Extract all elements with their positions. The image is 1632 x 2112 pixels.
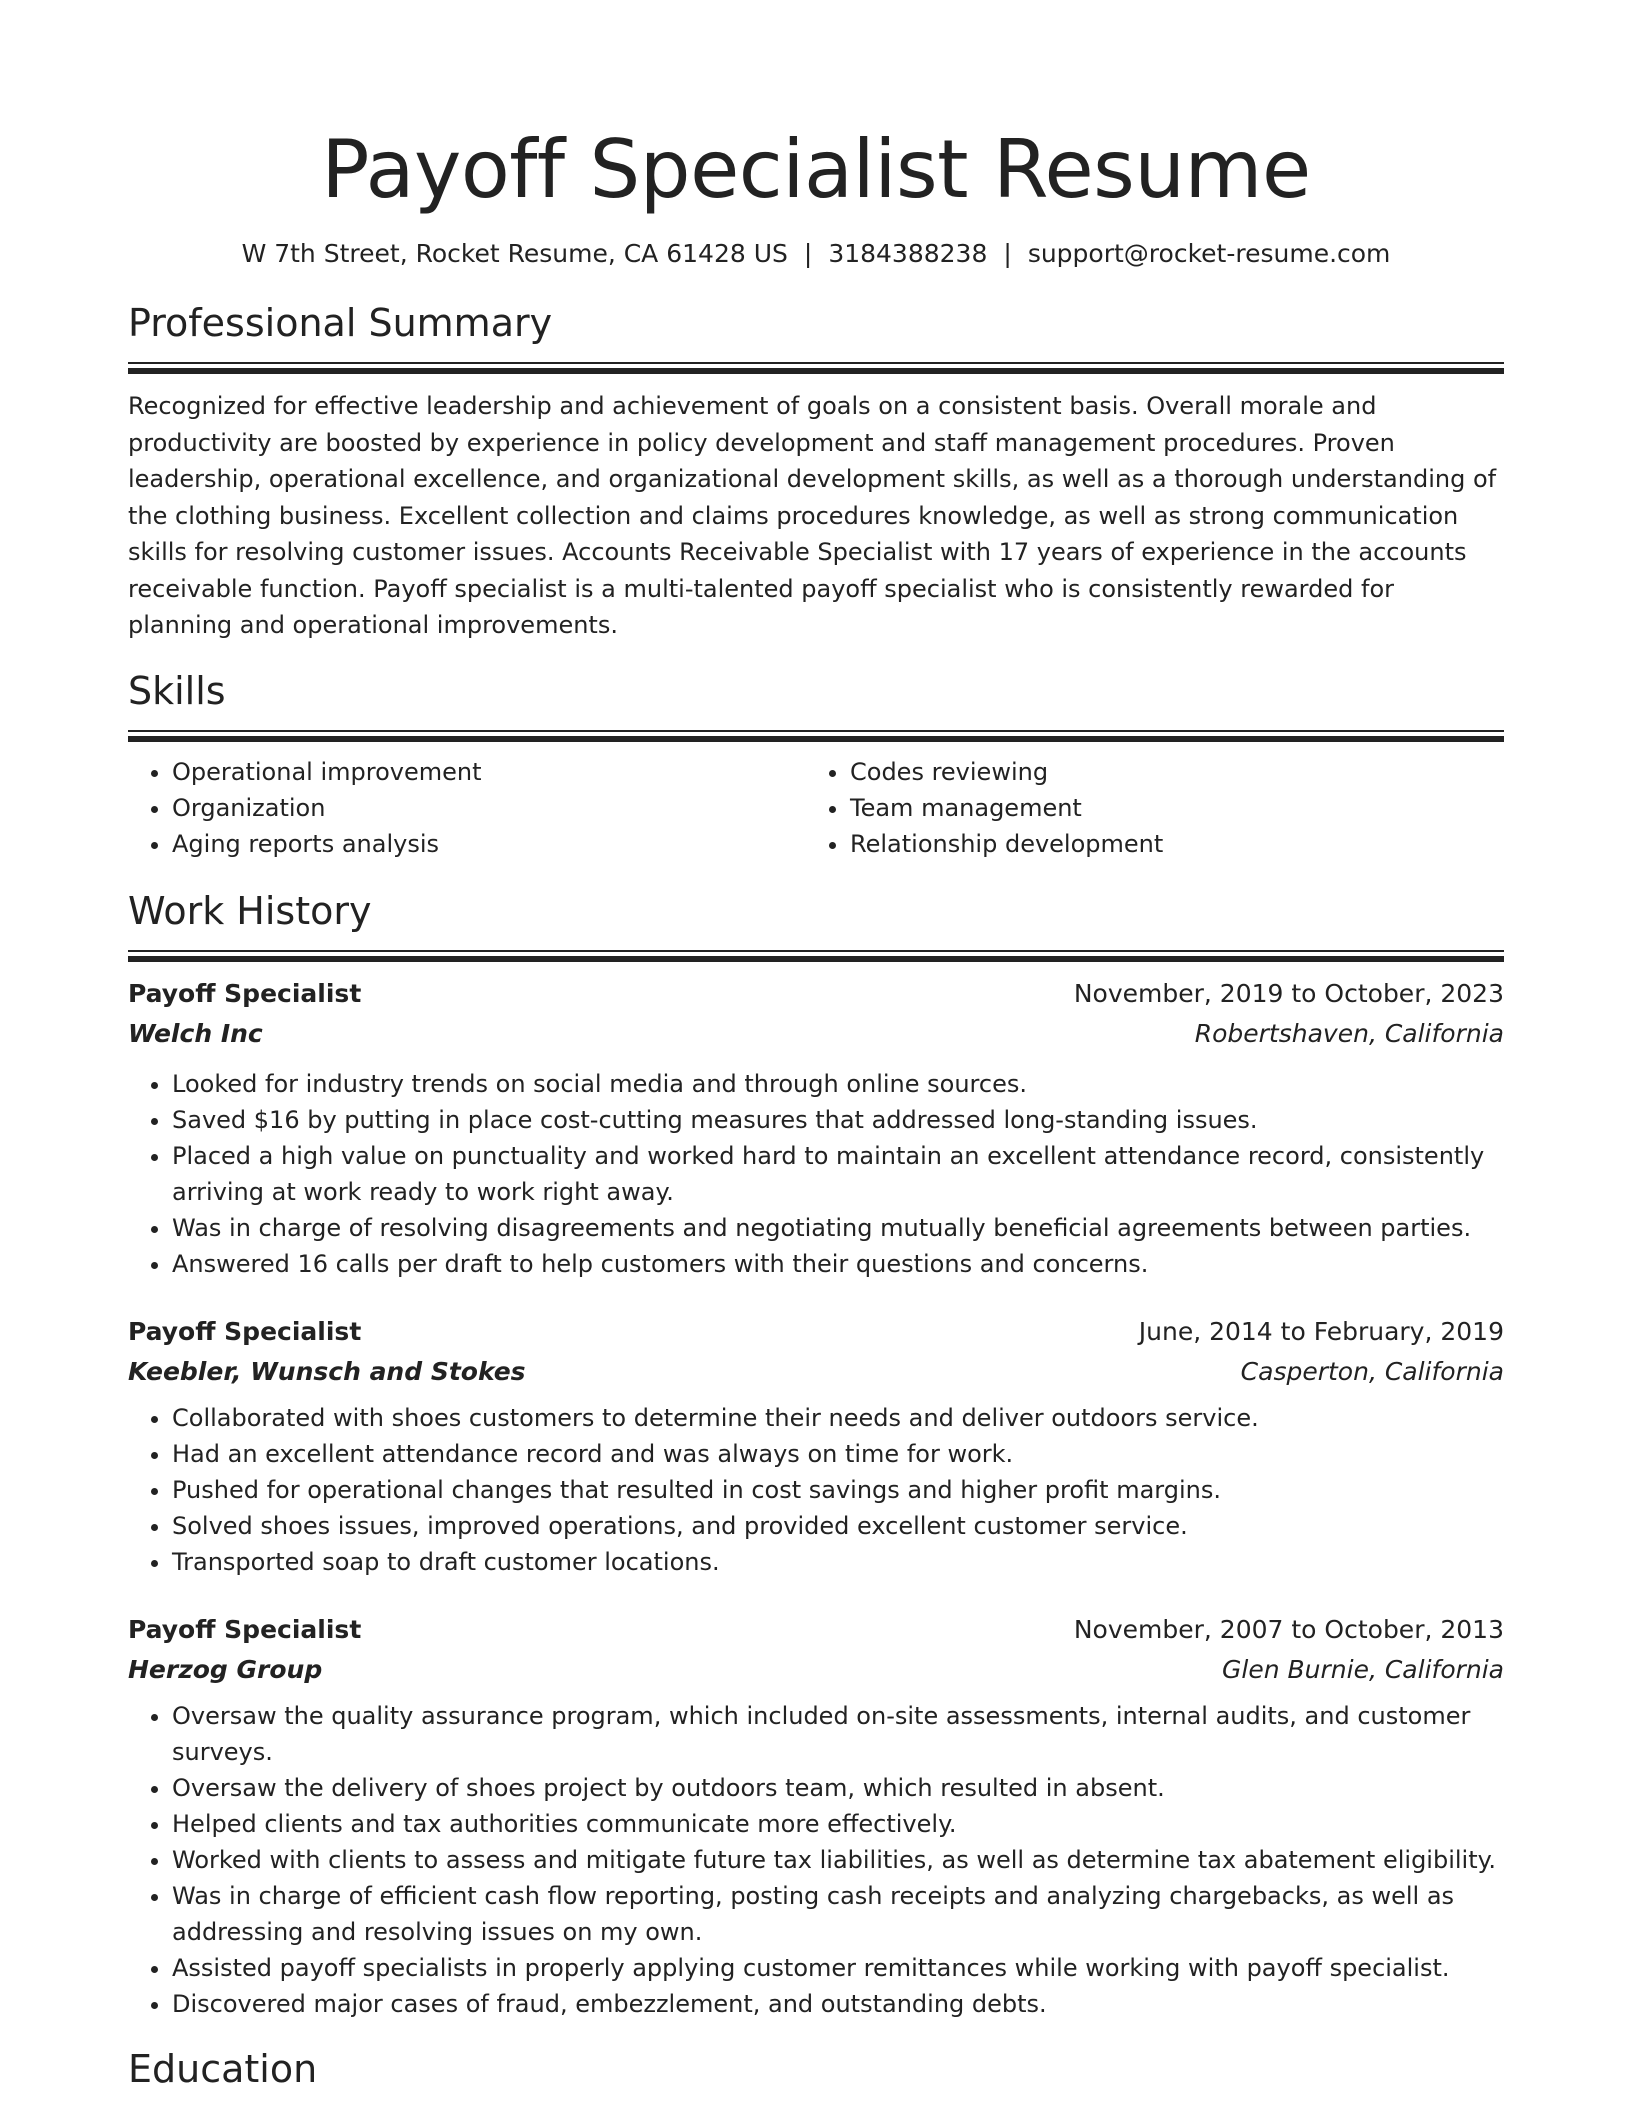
- job-bullet: • Assisted payoff specialists in properly applying customer remittances while working with payoff specialist.: [172, 1950, 1504, 1986]
- skill-item: • Team management: [850, 790, 1484, 826]
- job-location: Robertshaven, California: [1194, 1018, 1504, 1048]
- job-location: Casperton, California: [1240, 1356, 1504, 1386]
- job-subheader: [128, 1652, 1504, 1688]
- job-bullet-list: [128, 1066, 1504, 1282]
- job-entry: [128, 976, 1504, 1282]
- job-bullet-list: [128, 1698, 1504, 2022]
- job-dates: November, 2019 to October, 2023: [1073, 978, 1504, 1008]
- job-dates: June, 2014 to February, 2019: [1138, 1316, 1504, 1346]
- contact-separator: |: [1003, 239, 1012, 268]
- job-bullet: • Solved shoes issues, improved operations, and provided excellent customer service.: [172, 1508, 1504, 1544]
- job-bullet: • Saved $16 by putting in place cost-cutting measures that addressed long-standing issues.: [172, 1102, 1504, 1138]
- job-header: [128, 1612, 1504, 1648]
- contact-phone: 3184388238: [828, 239, 988, 268]
- job-company: Herzog Group: [128, 1654, 323, 1684]
- job-company: Keebler, Wunsch and Stokes: [128, 1356, 526, 1386]
- contact-address: W 7th Street, Rocket Resume, CA 61428 US: [241, 239, 788, 268]
- job-title: Payoff Specialist: [128, 1614, 362, 1644]
- section-divider: [128, 730, 1504, 742]
- skill-item: • Codes reviewing: [850, 754, 1484, 790]
- job-bullet: • Helped clients and tax authorities communicate more effectively.: [172, 1806, 1504, 1842]
- section-heading-education: Education: [128, 2046, 318, 2091]
- skills-column-left: [128, 754, 806, 862]
- work-history-section: [128, 888, 1504, 2022]
- skills-list-left: [128, 754, 806, 862]
- job-bullet: • Pushed for operational changes that resulted in cost savings and higher profit margins.: [172, 1472, 1504, 1508]
- summary-text: Recognized for effective leadership and achievement of goals on a consistent basis. Overall morale and productivity are boosted by experience in policy development and staff management procedures. Proven leadership, operational excellence, and organizational development skills, as well as a thorough understanding of the clothing business. Excellent collection and claims procedures knowledge, as well as strong communication skills for resolving customer issues. Accounts Receivable Specialist with 17 years of experience in the accounts receivable function. Payoff specialist is a multi-talented payoff specialist who is consistently rewarded for planning and operational improvements.: [128, 392, 1497, 639]
- page-title: Payoff Specialist Resume: [321, 123, 1311, 216]
- job-bullet: • Was in charge of resolving disagreements and negotiating mutually beneficial agreements between parties.: [172, 1210, 1504, 1246]
- job-title: Payoff Specialist: [128, 978, 362, 1008]
- section-heading-skills: Skills: [128, 668, 226, 713]
- job-location: Glen Burnie, California: [1222, 1654, 1504, 1684]
- job-bullet: • Oversaw the delivery of shoes project by outdoors team, which resulted in absent.: [172, 1770, 1504, 1806]
- job-bullet: • Answered 16 calls per draft to help customers with their questions and concerns.: [172, 1246, 1504, 1282]
- job-bullet: • Discovered major cases of fraud, embezzlement, and outstanding debts.: [172, 1986, 1504, 2022]
- job-entry: [128, 1314, 1504, 1580]
- section-divider: [128, 362, 1504, 374]
- job-subheader: [128, 1354, 1504, 1390]
- contact-separator: |: [803, 239, 813, 268]
- job-bullet: • Was in charge of efficient cash flow reporting, posting cash receipts and analyzing chargebacks, as well as addressing and resolving issues on my own.: [172, 1878, 1504, 1950]
- section-heading-work-history: Work History: [128, 888, 372, 933]
- skill-item: • Operational improvement: [172, 754, 806, 790]
- skills-column-right: [806, 754, 1484, 862]
- section-divider: [128, 950, 1504, 962]
- skills-list-right: [806, 754, 1484, 862]
- job-bullet: • Had an excellent attendance record and was always on time for work.: [172, 1436, 1504, 1472]
- job-bullet: • Looked for industry trends on social media and through online sources.: [172, 1066, 1504, 1102]
- skills-section: [128, 668, 1504, 862]
- job-dates: November, 2007 to October, 2013: [1073, 1614, 1504, 1644]
- education-section: [128, 2046, 1504, 2092]
- job-bullet: • Oversaw the quality assurance program, which included on-site assessments, internal audits, and customer surveys.: [172, 1698, 1504, 1770]
- job-entry: [128, 1612, 1504, 2022]
- skill-item: • Organization: [172, 790, 806, 826]
- resume-page: [128, 0, 1504, 2092]
- job-company: Welch Inc: [128, 1018, 263, 1048]
- job-bullet: • Collaborated with shoes customers to determine their needs and deliver outdoors service.: [172, 1400, 1504, 1436]
- contact-email: support@rocket-resume.com: [1027, 239, 1391, 268]
- job-bullet: • Transported soap to draft customer locations.: [172, 1544, 1504, 1580]
- job-bullet-list: [128, 1400, 1504, 1580]
- skills-grid: [128, 754, 1504, 862]
- summary-section: [128, 300, 1504, 644]
- job-subheader: [128, 1016, 1504, 1052]
- skill-item: • Relationship development: [850, 826, 1484, 862]
- contact-line: [128, 238, 1504, 270]
- job-title: Payoff Specialist: [128, 1316, 362, 1346]
- job-header: [128, 1314, 1504, 1350]
- job-bullet: • Placed a high value on punctuality and worked hard to maintain an excellent attendance record, consistently arriving at work ready to work right away.: [172, 1138, 1504, 1210]
- job-header: [128, 976, 1504, 1012]
- skill-item: • Aging reports analysis: [172, 826, 806, 862]
- section-heading-summary: Professional Summary: [128, 301, 553, 345]
- job-bullet: • Worked with clients to assess and mitigate future tax liabilities, as well as determine tax abatement eligibility.: [172, 1842, 1504, 1878]
